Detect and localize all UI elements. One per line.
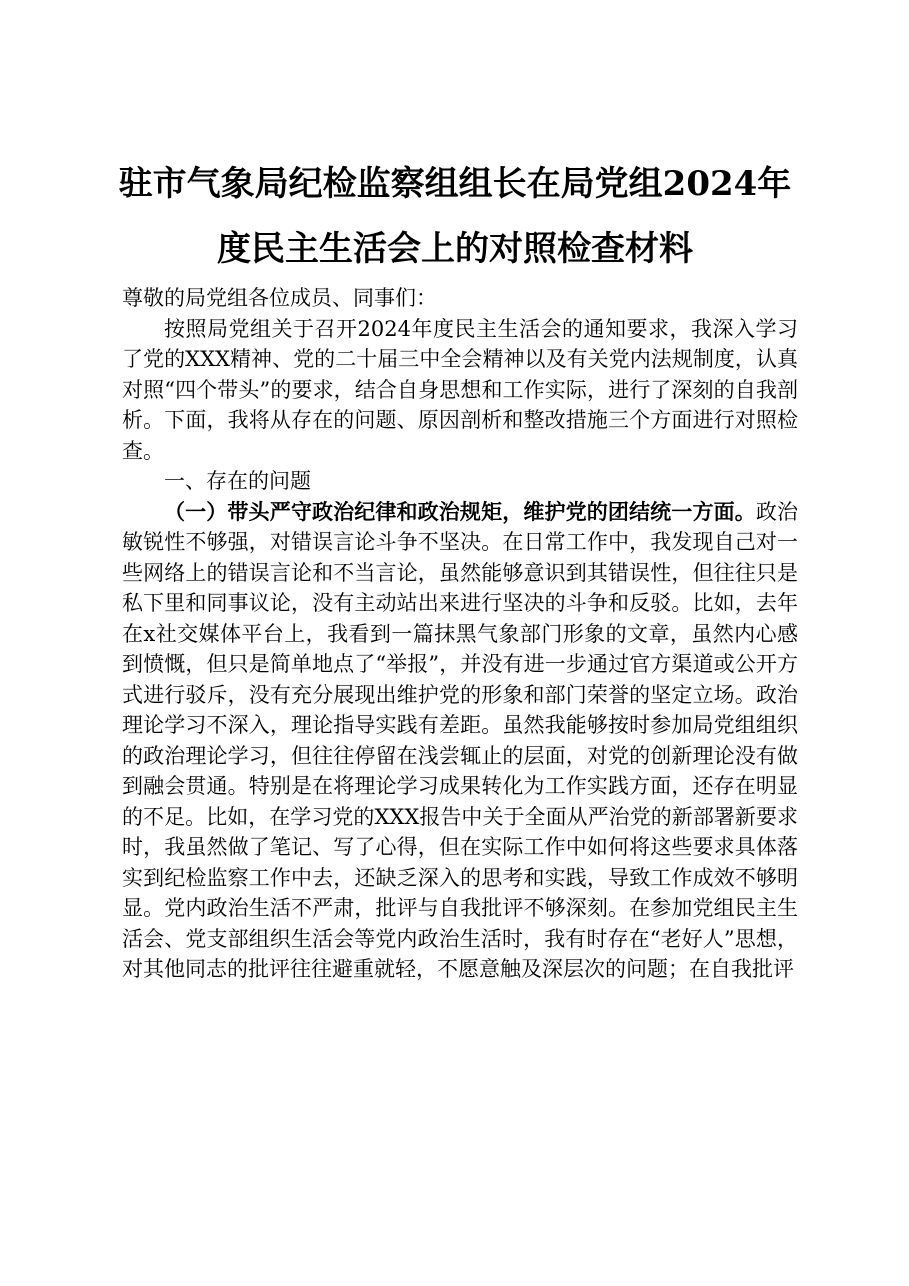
subsection-paragraph — [122, 497, 798, 985]
subsection-body: 政治敏锐性不够强，对错误言论斗争不坚决。在日常工作中，我发现自己对一些网络上的错误言论和不当言论，虽然能够意识到其错误性，但往往只是私下里和同事议论，没有主动站出来进行坚决的斗争和反驳。比如，去年在x社交媒体平台上，我看到一篇抹黑气象部门形象的文章，虽然内心感到愤慨，但只是简单地点了“举报”，并没有进一步通过官方渠道或公开方式进行驳斥，没有充分展现出维护党的形象和部门荣誉的坚定立场。政治理论学习不深入，理论指导实践有差距。虽然我能够按时参加局党组组织的政治理论学习，但往往停留在浅尝辄止的层面，对党的创新理论没有做到融会贯通。特别是在将理论学习成果转化为工作实践方面，还存在明显的不足。比如，在学习党的XXX报告中关于全面从严治党的新部署新要求时，我虽然做了笔记、写了心得，但在实际工作中如何将这些要求具体落实到纪检监察工作中去，还缺乏深入的思考和实践，导致工作成效不够明显。党内政治生活不严肃，批评与自我批评不够深刻。在参加党组民主生活会、党支部组织生活会等党内政治生活时，我有时存在“老好人”思想，对其他同志的批评往往避重就轻，不愿意触及深层次的问题；在自我批评 — [122, 499, 798, 981]
document-title-line-2: 度民主生活会上的对照检查材料 — [217, 229, 693, 269]
section-heading-problems: 一、存在的问题 — [164, 469, 311, 493]
document-title-line-1: 驻市气象局纪检监察组组长在局党组2024年 — [118, 164, 792, 204]
intro-paragraph: 按照局党组关于召开2024年度民主生活会的通知要求，我深入学习了党的XXX精神、党的二十届三中全会精神以及有关党内法规制度，认真对照“四个带头”的要求，结合自身思想和工作实际，进行了深刻的自我剖析。下面，我将从存在的问题、原因剖析和整改措施三个方面进行对照检查。 — [122, 316, 798, 463]
document-body — [122, 283, 798, 985]
subsection-heading: （一）带头严守政治纪律和政治规矩，维护党的团结统一方面。 — [164, 498, 756, 524]
salutation: 尊敬的局党组各位成员、同事们： — [122, 286, 437, 310]
